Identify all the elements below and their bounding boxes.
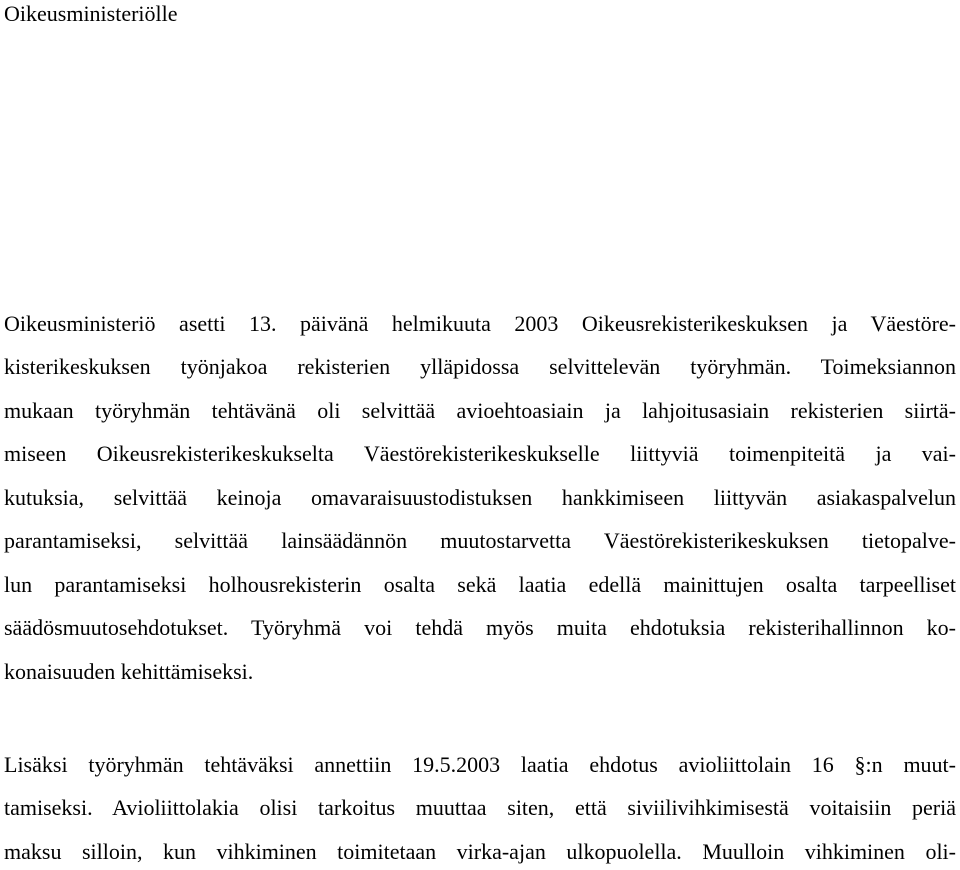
paragraph-line: Lisäksi työryhmän tehtäväksi annettiin 19.5.2003 laatia ehdotus avioliittolain 16 §:n muut- xyxy=(4,752,956,777)
paragraph-line: säädösmuutosehdotukset. Työryhmä voi tehdä myös muita ehdotuksia rekisterihallinnon ko- xyxy=(4,615,956,640)
paragraph-line: kisterikeskuksen työnjakoa rekisterien ylläpidossa selvittelevän työryhmän. Toimeksiannon xyxy=(4,354,956,379)
paragraph-line: parantamiseksi, selvittää lainsäädännön muutostarvetta Väestörekisterikeskuksen tietopalve- xyxy=(4,528,956,553)
document-heading: Oikeusministeriölle xyxy=(4,1,178,26)
paragraph-line: tamiseksi. Avioliittolakia olisi tarkoitus muuttaa siten, että siviilivihkimisestä voitaisiin periä xyxy=(4,795,956,820)
paragraph-line: miseen Oikeusrekisterikeskukselta Väestörekisterikeskukselle liittyviä toimenpiteitä ja vai- xyxy=(4,441,956,466)
paragraph-line: kutuksia, selvittää keinoja omavaraisuustodistuksen hankkimiseen liittyvän asiakaspalvelun xyxy=(4,485,956,510)
paragraph-line: konaisuuden kehittämiseksi. xyxy=(4,659,254,684)
paragraph-line: mukaan työryhmän tehtävänä oli selvittää avioehtoasiain ja lahjoitusasiain rekisterien siirtä- xyxy=(4,398,956,423)
paragraph-line: Oikeusministeriö asetti 13. päivänä helmikuuta 2003 Oikeusrekisterikeskuksen ja Väestöre- xyxy=(4,311,956,336)
paragraph-line: lun parantamiseksi holhousrekisterin osalta sekä laatia edellä mainittujen osalta tarpeelliset xyxy=(4,572,956,597)
paragraph-line: maksu silloin, kun vihkiminen toimitetaan virka-ajan ulkopuolella. Muulloin vihkiminen oli- xyxy=(4,839,956,864)
